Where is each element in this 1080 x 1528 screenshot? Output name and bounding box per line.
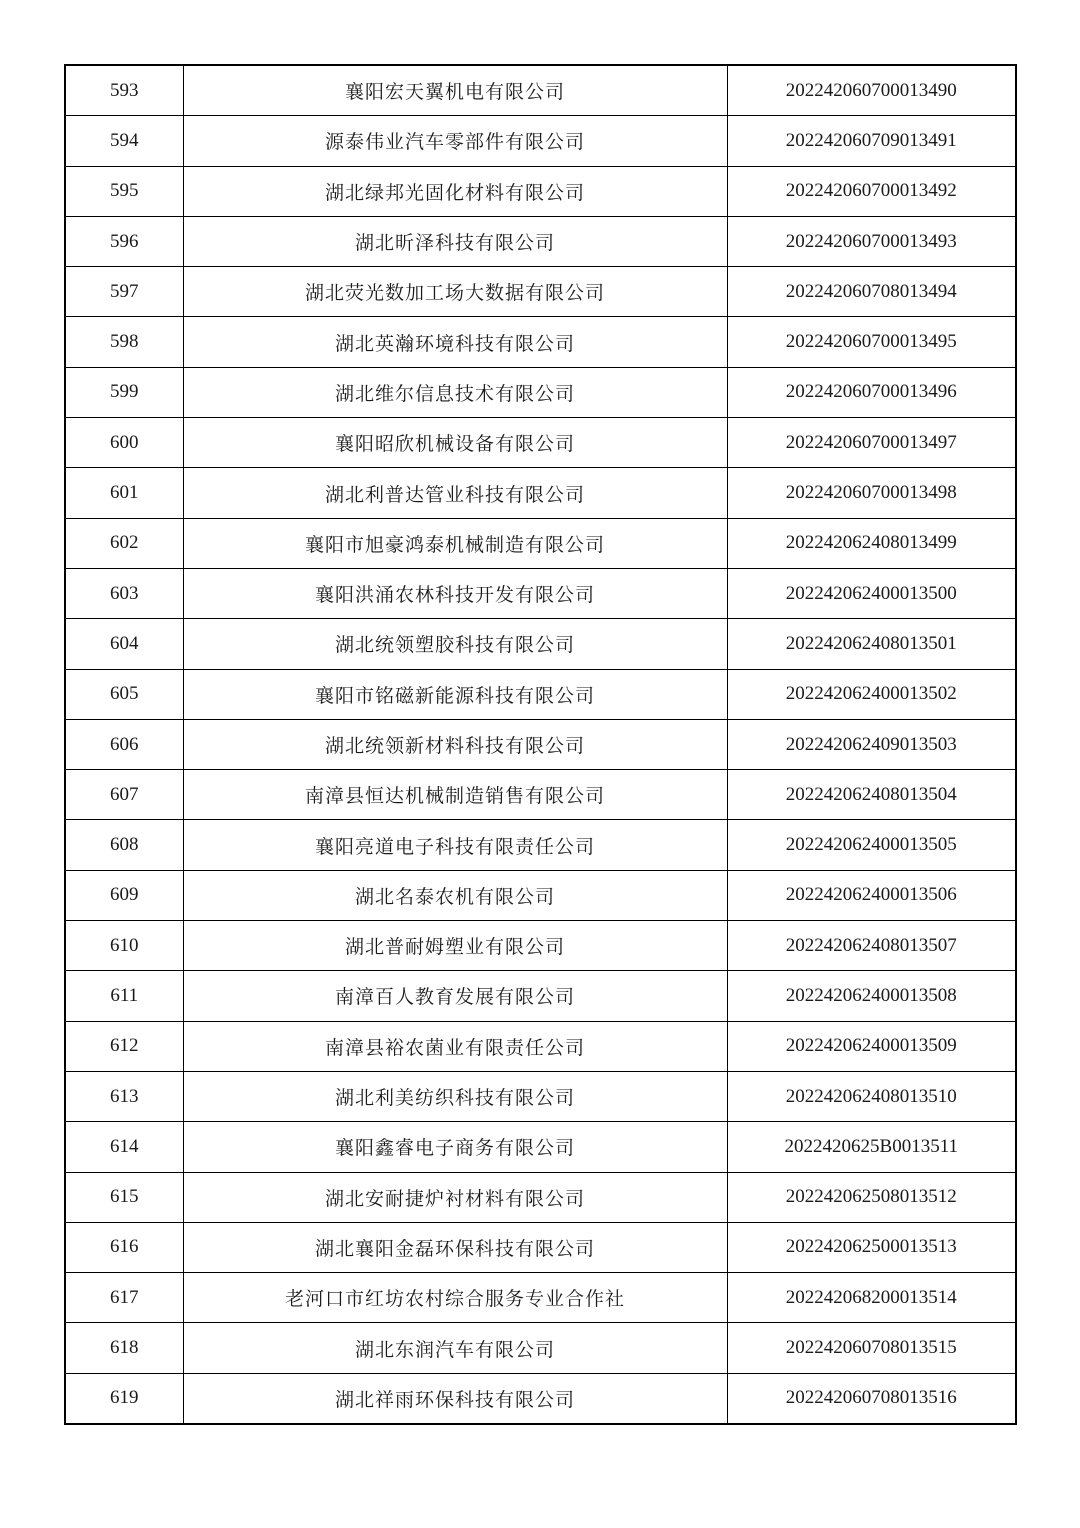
registration-code-cell: 202242062408013504	[727, 770, 1016, 820]
company-name-cell: 湖北昕泽科技有限公司	[183, 216, 727, 266]
table-row	[65, 568, 1016, 618]
registration-code-cell: 202242060700013496	[727, 367, 1016, 417]
registration-code-cell: 202242060708013516	[727, 1373, 1016, 1424]
row-number-cell: 609	[65, 870, 183, 920]
registration-code-cell: 202242060700013490	[727, 65, 1016, 116]
registration-code-cell: 202242068200013514	[727, 1273, 1016, 1323]
registration-code-cell: 202242062400013500	[727, 568, 1016, 618]
row-number-cell: 611	[65, 971, 183, 1021]
table-row	[65, 518, 1016, 568]
row-number-cell: 607	[65, 770, 183, 820]
registration-code-cell: 202242062400013509	[727, 1021, 1016, 1071]
company-name-cell: 湖北维尔信息技术有限公司	[183, 367, 727, 417]
table-row	[65, 719, 1016, 769]
company-name-cell: 襄阳市旭豪鸿泰机械制造有限公司	[183, 518, 727, 568]
row-number-cell: 618	[65, 1323, 183, 1373]
table-row	[65, 1273, 1016, 1323]
company-name-cell: 襄阳亮道电子科技有限责任公司	[183, 820, 727, 870]
company-name-cell: 湖北襄阳金磊环保科技有限公司	[183, 1222, 727, 1272]
row-number-cell: 608	[65, 820, 183, 870]
registration-code-cell: 202242060708013515	[727, 1323, 1016, 1373]
table-row	[65, 971, 1016, 1021]
registration-code-cell: 202242062400013508	[727, 971, 1016, 1021]
registration-code-cell: 202242062409013503	[727, 719, 1016, 769]
company-name-cell: 南漳县裕农菌业有限责任公司	[183, 1021, 727, 1071]
company-name-cell: 湖北东润汽车有限公司	[183, 1323, 727, 1373]
registration-code-cell: 202242062400013506	[727, 870, 1016, 920]
table-row	[65, 216, 1016, 266]
table-row	[65, 1323, 1016, 1373]
row-number-cell: 594	[65, 116, 183, 166]
table-row	[65, 418, 1016, 468]
registration-code-cell: 202242062500013513	[727, 1222, 1016, 1272]
row-number-cell: 593	[65, 65, 183, 116]
company-name-cell: 源泰伟业汽车零部件有限公司	[183, 116, 727, 166]
table-row	[65, 921, 1016, 971]
company-name-cell: 南漳百人教育发展有限公司	[183, 971, 727, 1021]
row-number-cell: 597	[65, 267, 183, 317]
row-number-cell: 613	[65, 1071, 183, 1121]
company-name-cell: 襄阳宏天翼机电有限公司	[183, 65, 727, 116]
row-number-cell: 603	[65, 568, 183, 618]
company-name-cell: 南漳县恒达机械制造销售有限公司	[183, 770, 727, 820]
table-row	[65, 1373, 1016, 1424]
row-number-cell: 616	[65, 1222, 183, 1272]
company-name-cell: 湖北统领新材料科技有限公司	[183, 719, 727, 769]
table-row	[65, 367, 1016, 417]
table-row	[65, 166, 1016, 216]
row-number-cell: 614	[65, 1122, 183, 1172]
company-name-cell: 襄阳昭欣机械设备有限公司	[183, 418, 727, 468]
table-row	[65, 870, 1016, 920]
row-number-cell: 596	[65, 216, 183, 266]
registration-code-cell: 202242062400013502	[727, 669, 1016, 719]
row-number-cell: 612	[65, 1021, 183, 1071]
registration-code-cell: 202242060700013498	[727, 468, 1016, 518]
registration-code-cell: 202242060708013494	[727, 267, 1016, 317]
company-name-cell: 湖北安耐捷炉衬材料有限公司	[183, 1172, 727, 1222]
table-row	[65, 65, 1016, 116]
row-number-cell: 600	[65, 418, 183, 468]
company-name-cell: 湖北英瀚环境科技有限公司	[183, 317, 727, 367]
row-number-cell: 595	[65, 166, 183, 216]
row-number-cell: 598	[65, 317, 183, 367]
table-row	[65, 1021, 1016, 1071]
company-name-cell: 老河口市红坊农村综合服务专业合作社	[183, 1273, 727, 1323]
row-number-cell: 599	[65, 367, 183, 417]
registration-code-cell: 202242060700013493	[727, 216, 1016, 266]
row-number-cell: 604	[65, 619, 183, 669]
company-name-cell: 湖北利普达管业科技有限公司	[183, 468, 727, 518]
table-row	[65, 1222, 1016, 1272]
company-list-table	[64, 64, 1017, 1425]
table-row	[65, 267, 1016, 317]
company-name-cell: 湖北统领塑胶科技有限公司	[183, 619, 727, 669]
registration-code-cell: 202242060709013491	[727, 116, 1016, 166]
company-name-cell: 襄阳鑫睿电子商务有限公司	[183, 1122, 727, 1172]
row-number-cell: 619	[65, 1373, 183, 1424]
table-row	[65, 820, 1016, 870]
row-number-cell: 617	[65, 1273, 183, 1323]
registration-code-cell: 202242062508013512	[727, 1172, 1016, 1222]
company-name-cell: 湖北绿邦光固化材料有限公司	[183, 166, 727, 216]
company-name-cell: 襄阳市铭磁新能源科技有限公司	[183, 669, 727, 719]
row-number-cell: 605	[65, 669, 183, 719]
table-row	[65, 619, 1016, 669]
company-name-cell: 襄阳洪涌农林科技开发有限公司	[183, 568, 727, 618]
company-name-cell: 湖北利美纺织科技有限公司	[183, 1071, 727, 1121]
row-number-cell: 606	[65, 719, 183, 769]
table-row	[65, 1071, 1016, 1121]
registration-code-cell: 202242062400013505	[727, 820, 1016, 870]
table-row	[65, 317, 1016, 367]
registration-code-cell: 202242062408013501	[727, 619, 1016, 669]
row-number-cell: 610	[65, 921, 183, 971]
registration-code-cell: 2022420625B0013511	[727, 1122, 1016, 1172]
table-body	[65, 65, 1016, 1424]
registration-code-cell: 202242062408013507	[727, 921, 1016, 971]
row-number-cell: 615	[65, 1172, 183, 1222]
registration-code-cell: 202242062408013510	[727, 1071, 1016, 1121]
table-row	[65, 770, 1016, 820]
table-row	[65, 1122, 1016, 1172]
company-name-cell: 湖北祥雨环保科技有限公司	[183, 1373, 727, 1424]
registration-code-cell: 202242060700013497	[727, 418, 1016, 468]
registration-code-cell: 202242062408013499	[727, 518, 1016, 568]
row-number-cell: 602	[65, 518, 183, 568]
company-name-cell: 湖北名泰农机有限公司	[183, 870, 727, 920]
table-row	[65, 468, 1016, 518]
registration-code-cell: 202242060700013492	[727, 166, 1016, 216]
row-number-cell: 601	[65, 468, 183, 518]
registration-code-cell: 202242060700013495	[727, 317, 1016, 367]
table-row	[65, 1172, 1016, 1222]
table-row	[65, 669, 1016, 719]
company-name-cell: 湖北荧光数加工场大数据有限公司	[183, 267, 727, 317]
table-row	[65, 116, 1016, 166]
company-name-cell: 湖北普耐姆塑业有限公司	[183, 921, 727, 971]
